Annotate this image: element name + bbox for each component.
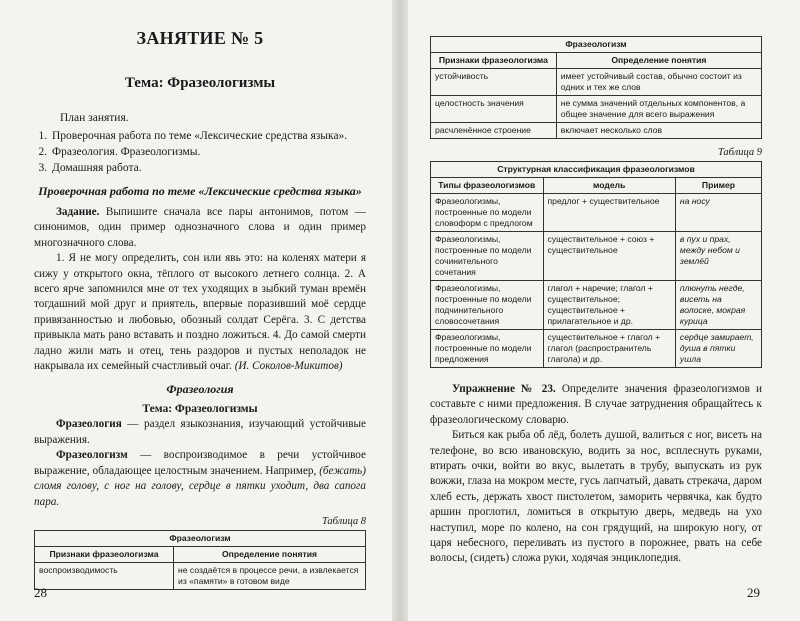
left-page [0, 0, 392, 621]
table-title: Фразеологизм [431, 37, 762, 53]
table8-caption: Таблица 8 [321, 515, 366, 527]
table-header: Признаки фразеологизма [431, 53, 557, 69]
exercise-label: Упражнение № 23. [452, 383, 556, 395]
plan-item: 3. Домашняя работа. [50, 160, 366, 176]
table-header: Типы фразеологизмов [431, 178, 544, 194]
table-cell: включает несколько слов [556, 123, 761, 139]
table-row [431, 123, 762, 139]
task-text: Выпишите сначала все пары антонимов, потом — синонимов, один пример однозначного слова и один пример многозначного слова. [34, 206, 366, 249]
passage-paragraph [34, 251, 366, 374]
table-cell: не сумма значений отдельных компонентов, а общее значение для всего выражения [556, 96, 761, 123]
table-cell: плюнуть негде, висеть на волоске, мокрая курица [675, 281, 761, 330]
table-cell: устойчивость [431, 69, 557, 96]
definition-phraseologism [34, 448, 366, 510]
table-cell: Фразеологизмы, построенные по модели предложения [431, 330, 544, 368]
table-cell: воспроизводимость [35, 562, 174, 589]
task-label: Задание. [56, 206, 100, 218]
table-row [431, 69, 762, 96]
table-cell: существительное + союз + существительное [543, 232, 675, 281]
table-9 [430, 161, 762, 368]
table-cell: Фразеологизмы, построенные по модели сочинительного сочетания [431, 232, 544, 281]
definition-term: Фразеология [56, 418, 122, 431]
table-8 [34, 530, 366, 590]
table-cell: глагол + наречие; глагол + существительное; существительное + прилагательное и др. [543, 281, 675, 330]
table-row [35, 562, 366, 589]
table-row [431, 232, 762, 281]
table-cell: сердце замирает, душа в пятки ушла [675, 330, 761, 368]
definition-text: — воспроизводимое в речи устойчивое выражение, обладающее целостным значением. Например, [34, 449, 366, 477]
table-header: модель [543, 178, 675, 194]
table-cell: Фразеологизмы, построенные по модели подчинительного словосочетания [431, 281, 544, 330]
table-cell: не создаётся в процессе речи, а извлекается из «памяти» в готовом виде [174, 562, 366, 589]
table-cell: в пух и прах, между небом и землёй [675, 232, 761, 281]
table-header: Определение понятия [174, 546, 366, 562]
exercise-list: Биться как рыба об лёд, болеть душой, валиться с ног, висеть на телефоне, во всю ивановскую, водить за нос, всплеснуть руками, втирать очки, войти во вкус, вылетать в трубу, выпускать из рук вожжи, глаза на мокром месте, гусь лапчатый, давать стрекача, даром хлеб есть, держать хвост пистолетом, заморить червячка, как будто аршин проглотил, ломиться в открытую дверь, медведь на ухо наступил, море по колено, на сон грядущий, на широкую ногу, от царя небесного, переливать из пустого в порожнее, рвать на себе волосы, (сидеть) сложа руки, ходячая энциклопедия. [430, 429, 762, 565]
table-cell: предлог + существительное [543, 194, 675, 232]
table-cell: имеет устойчивый состав, обычно состоит из одних и тех же слов [556, 69, 761, 96]
definition-term: Фразеологизм [56, 449, 128, 462]
table-header: Признаки фразеологизма [35, 546, 174, 562]
right-page [408, 0, 800, 621]
passage-author: (И. Соколов-Микитов) [231, 360, 343, 373]
definition-text: — раздел языкознания, изучающий устойчивые выражения. [34, 418, 366, 446]
table-cell: существительное + глагол + глагол (распространитель глагола) и др. [543, 330, 675, 368]
theme-line: Тема: Фразеологизмы [142, 403, 258, 416]
plan-item: 1. Проверочная работа по теме «Лексические средства языка». [50, 128, 366, 144]
table9-caption: Таблица 9 [717, 147, 762, 158]
book-gutter [392, 0, 408, 621]
table-row [431, 281, 762, 330]
task-paragraph [34, 205, 366, 251]
topic-title: Тема: Фразеологизмы [124, 75, 276, 91]
table-title: Структурная классификация фразеологизмов [431, 162, 762, 178]
table-row [431, 96, 762, 123]
table-cell: расчленённое строение [431, 123, 557, 139]
table-row [431, 330, 762, 368]
exercise-paragraph [430, 382, 762, 428]
table-title: Фразеологизм [35, 530, 366, 546]
plan-heading: План занятия. [60, 112, 129, 124]
definition-examples: (бежать) сломя голову, с ног на голову, сердце в пятки уходит, два сапога пара. [34, 464, 366, 508]
table-row [431, 194, 762, 232]
table-cell: Фразеологизмы, построенные по модели словоформ с предлогом [431, 194, 544, 232]
table-header: Пример [675, 178, 761, 194]
phraseology-heading: Фразеология [166, 382, 234, 397]
plan-list [34, 128, 366, 176]
table-cell: на носу [675, 194, 761, 232]
definition-phraseology [34, 417, 366, 448]
exercise-text: Определите значения фразеологизмов и составьте с ними предложения. В случае затруднения обращайтесь к фразеологическому словарю. [430, 383, 762, 426]
passage-text: 1. Я не могу определить, сон или явь это: на коленях матери я сижу у открытого окна, тёплого от высокого летнего солнца. 2. А всего ярче запомнился мне от тех уходящих в зыбкий туман времён тогдашний мой друг и приятель, впервые поразивший моё сердце привязанностью и любовью, обозный солдат Серёга. 3. С детства привыкла мать рано вставать и поздно ложиться. 4. До самой смерти ладно жили мать и отец, тень раздоров и пустых неполадок не накрывала их семейный счастливый очаг. [34, 252, 366, 373]
test-heading: Проверочная работа по теме «Лексические средства языка» [38, 184, 362, 198]
table-header: Определение понятия [556, 53, 761, 69]
plan-item: 2. Фразеология. Фразеологизмы. [50, 144, 366, 160]
table-continued [430, 36, 762, 139]
table-cell: целостность значения [431, 96, 557, 123]
page-number: 28 [34, 585, 47, 600]
lesson-title: ЗАНЯТИЕ № 5 [136, 28, 264, 48]
page-number: 29 [747, 585, 760, 600]
